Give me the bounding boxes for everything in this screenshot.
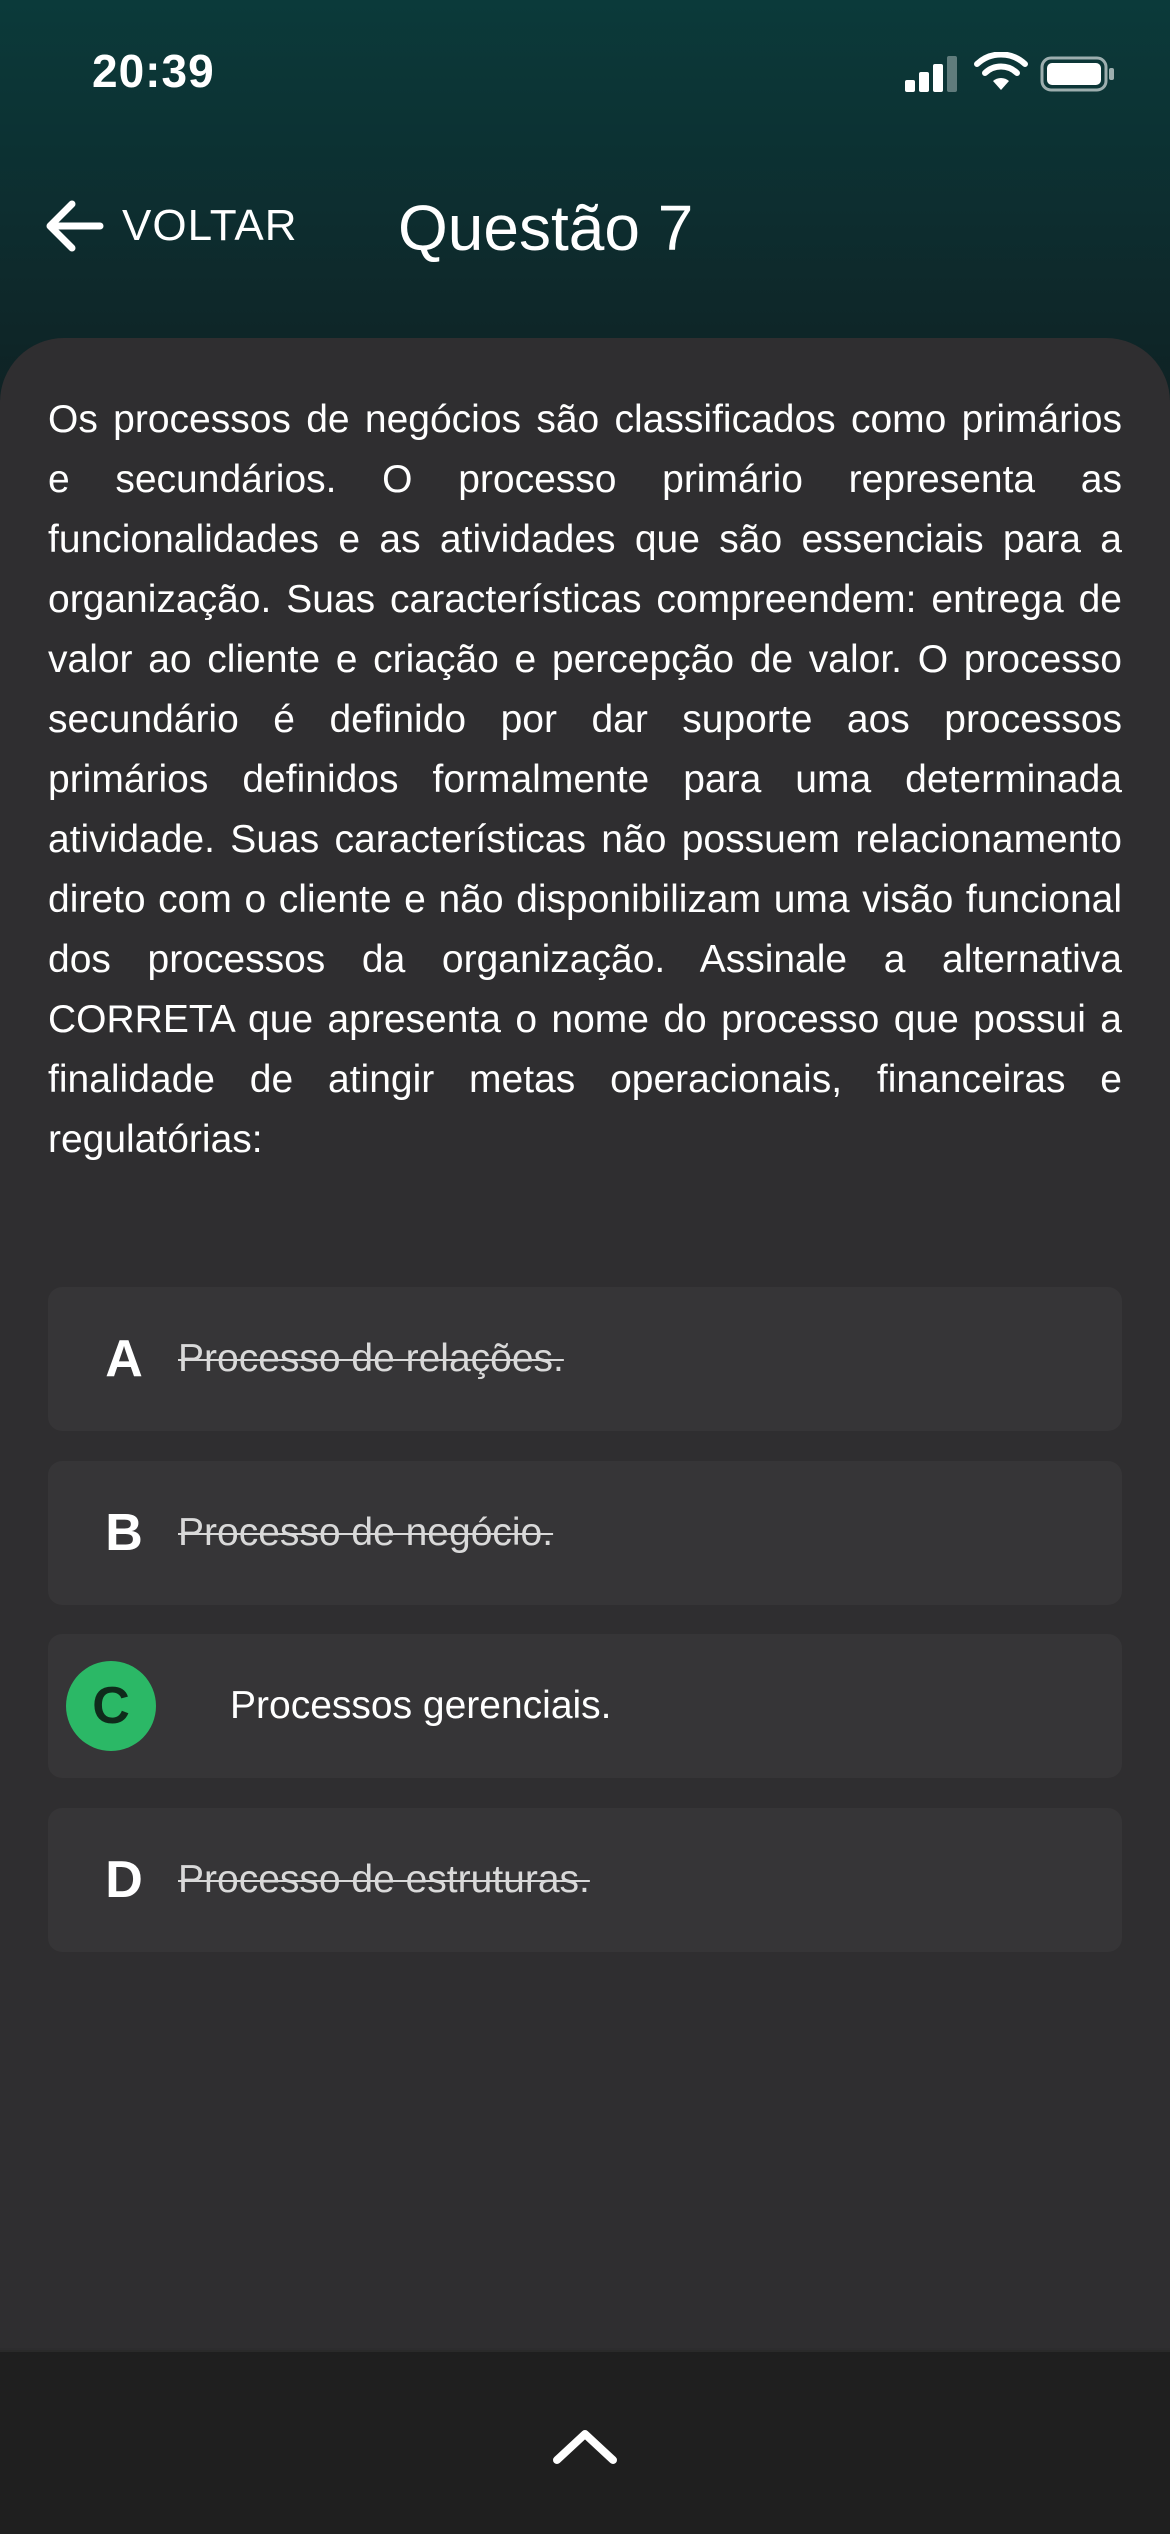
signal-icon <box>905 56 959 92</box>
status-bar <box>0 0 1170 150</box>
option-a[interactable] <box>48 1287 1122 1431</box>
option-letter: D <box>105 1851 143 1909</box>
wifi-icon <box>974 52 1028 92</box>
back-button[interactable] <box>44 193 298 259</box>
back-label: VOLTAR <box>122 201 298 250</box>
question-text: Os processos de negócios são classificados como primários e secundários. O processo primário representa as funcionalidades e as atividades que são essenciais para a organização. Suas características compreendem: entrega de valor ao cliente e criação e percepção de valor. O processo secundário é definido por dar suporte aos processos primários definidos formalmente para uma determinada atividade. Suas características não possuem relacionamento direto com o cliente e não disponibilizam uma visão funcional dos processos da organização. Assinale a alternativa CORRETA que apresenta o nome do processo que possui a finalidade de atingir metas operacionais, financeiras e regulatórias: <box>48 398 1122 1161</box>
option-letter: B <box>105 1504 143 1562</box>
correct-answer-badge: C <box>66 1661 156 1751</box>
battery-icon <box>1040 56 1116 92</box>
option-text: Processos gerenciais. <box>230 1684 612 1727</box>
option-text: Processo de relações. <box>178 1337 564 1380</box>
status-time: 20:39 <box>92 45 215 97</box>
option-letter: A <box>105 1330 143 1388</box>
option-c[interactable] <box>48 1634 1122 1778</box>
page-title: Questão 7 <box>398 192 694 264</box>
option-text: Processo de negócio. <box>178 1511 554 1554</box>
bottom-bar <box>0 2350 1170 2534</box>
option-b[interactable] <box>48 1461 1122 1605</box>
option-text: Processo de estruturas. <box>178 1858 590 1901</box>
navigation-bar <box>0 175 1170 275</box>
option-d[interactable] <box>48 1808 1122 1952</box>
arrow-left-icon <box>44 198 104 254</box>
chevron-up-icon[interactable] <box>545 2416 625 2476</box>
